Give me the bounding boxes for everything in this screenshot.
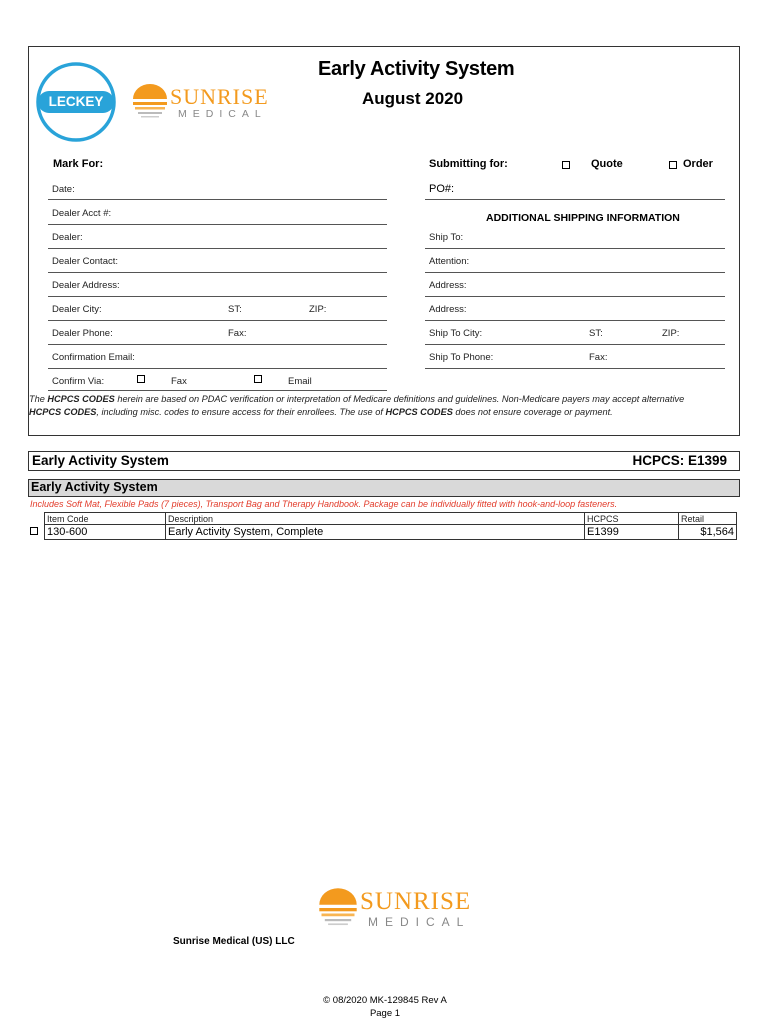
dealer-city-label: Dealer City: (52, 304, 102, 315)
dealer-fax-label: Fax: (228, 328, 247, 339)
dealer-phone-field[interactable] (48, 344, 387, 345)
dealer-address-field[interactable] (48, 296, 387, 297)
confirmation-email-field[interactable] (48, 368, 387, 369)
items-table (28, 512, 737, 540)
footer-sunrise-logo (316, 886, 486, 932)
ship-fax-label: Fax: (589, 352, 608, 363)
system-bar (28, 451, 740, 471)
item-code-cell: 130-600 (45, 525, 166, 540)
dealer-acct-field[interactable] (48, 224, 387, 225)
page-title: Early Activity System (318, 58, 515, 80)
additional-shipping-heading: ADDITIONAL SHIPPING INFORMATION (486, 212, 680, 224)
dealer-zip-label: ZIP: (309, 304, 327, 315)
dealer-label: Dealer: (52, 232, 83, 243)
medical-logo-text: MEDICAL (178, 108, 267, 120)
ship-address-field[interactable] (425, 296, 725, 297)
dealer-address-label: Dealer Address: (52, 280, 120, 291)
hcpcs-disclaimer: The HCPCS CODES herein are based on PDAC verification or interpretation of Medicare definitions and guidelines. Non-Medicare payers may accept alternative HCPCS CODES, including misc. codes to ensure access for their enrollees. The use of HCPCS CODES does not ensure coverage or payment. (29, 394, 685, 417)
item-select-checkbox[interactable] (30, 527, 38, 535)
po-field[interactable] (425, 199, 725, 200)
table-row (28, 525, 737, 540)
sunrise-logo-text: SUNRISE (170, 84, 269, 109)
attention-field[interactable] (425, 272, 725, 273)
dealer-acct-label: Dealer Acct #: (52, 208, 112, 219)
dealer-field[interactable] (48, 248, 387, 249)
confirm-via-label: Confirm Via: (52, 376, 105, 387)
section-note: Includes Soft Mat, Flexible Pads (7 pieces), Transport Bag and Therapy Handbook. Package can be individually fitted with hook-and-loop fasteners. (30, 499, 618, 509)
dealer-phone-label: Dealer Phone: (52, 328, 113, 339)
ship-address2-field[interactable] (425, 320, 725, 321)
system-name: Early Activity System (32, 453, 169, 468)
footer-company: Sunrise Medical (US) LLC (173, 936, 295, 947)
footer-copyright: © 08/2020 MK-129845 Rev A (323, 995, 447, 1006)
confirmation-email-label: Confirmation Email: (52, 352, 135, 363)
col-description: Description (166, 513, 585, 525)
quote-label: Quote (591, 158, 623, 170)
ship-zip-label: ZIP: (662, 328, 680, 339)
ship-address-label: Address: (429, 280, 467, 291)
ship-to-phone-field[interactable] (425, 368, 725, 369)
footer-page-number: Page 1 (369, 1008, 401, 1019)
dealer-st-label: ST: (228, 304, 242, 315)
submitting-for-label: Submitting for: (429, 158, 508, 170)
order-checkbox[interactable] (669, 161, 677, 169)
col-item-code: Item Code (45, 513, 166, 525)
system-hcpcs: HCPCS: E1399 (632, 453, 727, 468)
col-retail: Retail (679, 513, 737, 525)
item-retail-cell: $1,564 (679, 525, 737, 540)
ship-st-label: ST: (589, 328, 603, 339)
section-header (28, 479, 740, 497)
confirm-email-label: Email (288, 376, 312, 387)
table-header-row (28, 513, 737, 525)
page-subtitle: August 2020 (362, 89, 464, 108)
ship-to-label: Ship To: (429, 232, 464, 243)
section-title: Early Activity System (31, 480, 158, 494)
dealer-city-field[interactable] (48, 320, 387, 321)
confirm-fax-label: Fax (171, 376, 187, 387)
ship-to-field[interactable] (425, 248, 725, 249)
sunrise-logo (130, 82, 280, 124)
item-hcpcs-cell: E1399 (585, 525, 679, 540)
quote-checkbox[interactable] (562, 161, 570, 169)
order-label: Order (683, 158, 713, 170)
confirm-via-line (48, 390, 387, 391)
hcpcs-codes-term: HCPCS CODES (385, 406, 453, 417)
confirm-fax-checkbox[interactable] (137, 375, 145, 383)
item-description-cell: Early Activity System, Complete (166, 525, 585, 540)
dealer-contact-field[interactable] (48, 272, 387, 273)
footer-sunrise-text: SUNRISE (360, 888, 472, 915)
hcpcs-codes-term: HCPCS CODES (47, 394, 115, 404)
mark-for-label: Mark For: (53, 158, 104, 170)
ship-to-phone-label: Ship To Phone: (429, 352, 494, 363)
hcpcs-codes-term: HCPCS CODES (29, 406, 97, 417)
ship-address2-label: Address: (429, 304, 467, 315)
dealer-contact-label: Dealer Contact: (52, 256, 119, 267)
attention-label: Attention: (429, 256, 470, 267)
leckey-logo-text: LECKEY (48, 94, 104, 109)
date-field[interactable] (48, 199, 387, 200)
leckey-logo (34, 60, 118, 144)
ship-to-city-field[interactable] (425, 344, 725, 345)
confirm-email-checkbox[interactable] (254, 375, 262, 383)
footer-medical-text: MEDICAL (368, 915, 471, 929)
ship-to-city-label: Ship To City: (429, 328, 483, 339)
date-label: Date: (52, 184, 75, 195)
col-hcpcs: HCPCS (585, 513, 679, 525)
po-label: PO#: (429, 183, 455, 195)
